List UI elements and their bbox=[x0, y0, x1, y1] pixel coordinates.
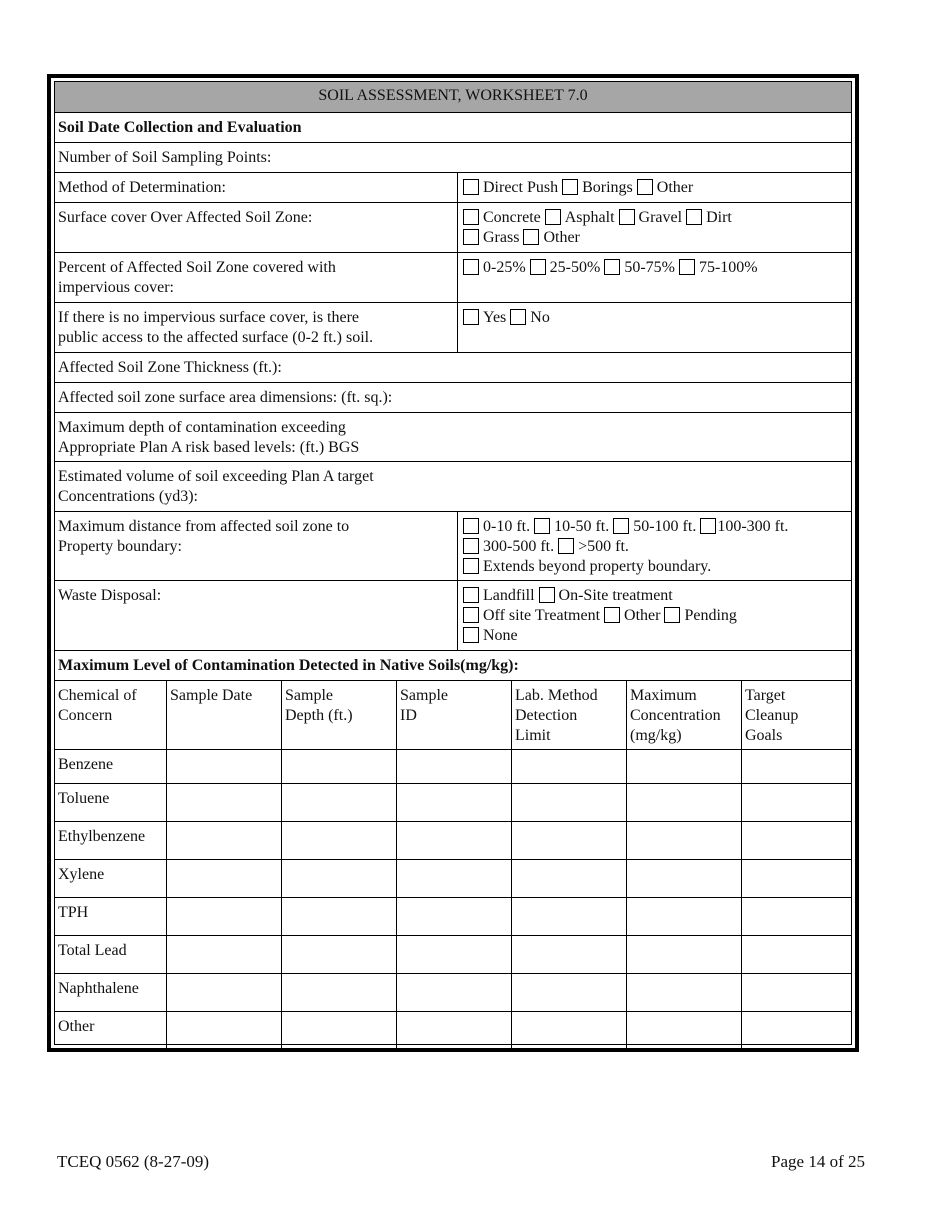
label-line: Appropriate Plan A risk based levels: (ft.) BGS bbox=[58, 439, 360, 456]
option-borings[interactable]: Borings bbox=[562, 179, 633, 196]
data-entry-cell[interactable] bbox=[511, 1012, 626, 1049]
column-header bbox=[281, 681, 396, 749]
checkbox[interactable] bbox=[686, 209, 702, 225]
header-line bbox=[170, 706, 278, 726]
table-row bbox=[55, 898, 851, 936]
sampling-points-row bbox=[55, 143, 851, 173]
header-line: Concentration bbox=[630, 707, 721, 724]
label-line: If there is no impervious surface cover, is there bbox=[58, 309, 360, 326]
header-line: Maximum bbox=[630, 687, 697, 704]
data-entry-cell[interactable] bbox=[511, 750, 626, 783]
label-line: Concentrations (yd3): bbox=[58, 488, 198, 505]
column-header bbox=[626, 681, 741, 749]
option-off-site-treatment[interactable]: Off site Treatment bbox=[463, 607, 600, 624]
column-header bbox=[55, 681, 166, 749]
data-entry-cell[interactable] bbox=[396, 822, 511, 859]
column-header bbox=[511, 681, 626, 749]
checkbox[interactable] bbox=[700, 518, 716, 534]
data-entry-cell[interactable] bbox=[396, 860, 511, 897]
checkbox[interactable] bbox=[463, 558, 479, 574]
data-entry-cell[interactable] bbox=[511, 784, 626, 821]
option-landfill[interactable]: Landfill bbox=[463, 587, 535, 604]
data-entry-cell[interactable] bbox=[626, 898, 741, 935]
table-row bbox=[55, 750, 851, 784]
header-line: Goals bbox=[745, 727, 783, 744]
column-header bbox=[396, 681, 511, 749]
table-row bbox=[55, 784, 851, 822]
data-entry-cell[interactable] bbox=[166, 974, 281, 1011]
option-dirt[interactable]: Dirt bbox=[686, 209, 732, 226]
header-line: Sample bbox=[285, 687, 333, 704]
option-10-50[interactable]: 10-50 ft. bbox=[534, 518, 609, 535]
checkbox[interactable] bbox=[463, 518, 479, 534]
option-0-10[interactable]: 0-10 ft. bbox=[463, 518, 530, 535]
data-entry-cell[interactable] bbox=[511, 822, 626, 859]
option-direct-push[interactable]: Direct Push bbox=[463, 179, 558, 196]
surface-area-row bbox=[55, 383, 851, 413]
checkbox[interactable] bbox=[510, 309, 526, 325]
label-line: public access to the affected surface (0-2 ft.) soil. bbox=[58, 329, 374, 346]
label-line: Maximum depth of contamination exceeding bbox=[58, 419, 346, 436]
checkbox[interactable] bbox=[463, 538, 479, 554]
option-asphalt[interactable]: Asphalt bbox=[545, 209, 615, 226]
label-line: impervious cover: bbox=[58, 279, 174, 296]
option-25-50[interactable]: 25-50% bbox=[530, 259, 601, 276]
data-entry-cell[interactable] bbox=[741, 784, 851, 821]
data-entry-cell[interactable] bbox=[166, 750, 281, 783]
header-line: Lab. Method bbox=[515, 687, 598, 704]
header-line bbox=[170, 726, 278, 746]
public-access-label bbox=[55, 303, 457, 352]
data-entry-cell[interactable] bbox=[396, 750, 511, 783]
chemical-name: Toluene bbox=[58, 790, 110, 807]
section-heading: Soil Date Collection and Evaluation bbox=[58, 119, 302, 136]
data-entry-cell[interactable] bbox=[741, 898, 851, 935]
header-line: (mg/kg) bbox=[630, 727, 682, 744]
checkbox[interactable] bbox=[604, 607, 620, 623]
volume-label bbox=[55, 462, 851, 511]
title-row bbox=[55, 82, 851, 113]
data-entry-cell[interactable] bbox=[166, 822, 281, 859]
data-entry-cell[interactable] bbox=[166, 936, 281, 973]
checkbox[interactable] bbox=[463, 229, 479, 245]
header-line: Chemical of bbox=[58, 687, 137, 704]
header-line bbox=[285, 726, 393, 746]
checkbox[interactable] bbox=[530, 259, 546, 275]
header-line: Target bbox=[745, 687, 786, 704]
checkbox[interactable] bbox=[463, 587, 479, 603]
table-row bbox=[55, 822, 851, 860]
option-other[interactable]: Other bbox=[637, 179, 693, 196]
chemical-name: Other bbox=[58, 1018, 95, 1035]
option-50-75[interactable]: 50-75% bbox=[604, 259, 675, 276]
checkbox[interactable] bbox=[534, 518, 550, 534]
checkbox[interactable] bbox=[679, 259, 695, 275]
data-entry-cell[interactable] bbox=[396, 936, 511, 973]
public-access-row bbox=[55, 303, 851, 353]
header-line: Cleanup bbox=[745, 707, 799, 724]
checkbox[interactable] bbox=[558, 538, 574, 554]
data-entry-cell[interactable] bbox=[281, 1012, 396, 1049]
data-entry-cell[interactable] bbox=[281, 936, 396, 973]
checkbox[interactable] bbox=[463, 209, 479, 225]
method-label: Method of Determination: bbox=[58, 179, 226, 196]
volume-row bbox=[55, 462, 851, 512]
option-300-500[interactable]: 300-500 ft. bbox=[463, 538, 554, 555]
data-entry-cell[interactable] bbox=[166, 1012, 281, 1049]
option-none[interactable]: None bbox=[463, 627, 518, 644]
data-entry-cell[interactable] bbox=[281, 784, 396, 821]
header-line: Limit bbox=[515, 727, 551, 744]
thickness-row bbox=[55, 353, 851, 383]
data-entry-cell[interactable] bbox=[281, 750, 396, 783]
header-line: ID bbox=[400, 707, 417, 724]
data-entry-cell[interactable] bbox=[396, 974, 511, 1011]
column-header bbox=[741, 681, 851, 749]
checkbox[interactable] bbox=[463, 607, 479, 623]
data-entry-cell[interactable] bbox=[281, 974, 396, 1011]
data-entry-cell[interactable] bbox=[166, 784, 281, 821]
checkbox[interactable] bbox=[545, 209, 561, 225]
data-entry-cell[interactable] bbox=[396, 898, 511, 935]
worksheet-frame bbox=[47, 74, 859, 1052]
data-entry-cell[interactable] bbox=[626, 936, 741, 973]
chemical-name: Xylene bbox=[58, 866, 105, 883]
data-entry-cell[interactable] bbox=[626, 822, 741, 859]
data-entry-cell[interactable] bbox=[281, 822, 396, 859]
data-entry-cell[interactable] bbox=[741, 750, 851, 783]
worksheet-title: SOIL ASSESSMENT, WORKSHEET 7.0 bbox=[55, 82, 851, 112]
public-access-options bbox=[457, 303, 851, 352]
waste-disposal-options bbox=[457, 581, 851, 650]
option-other[interactable]: Other bbox=[604, 607, 660, 624]
column-header bbox=[166, 681, 281, 749]
checkbox[interactable] bbox=[463, 259, 479, 275]
option-100-300[interactable]: 100-300 ft. bbox=[700, 518, 788, 535]
option-yes[interactable]: Yes bbox=[463, 309, 506, 326]
header-line: Concern bbox=[58, 707, 113, 724]
option-gravel[interactable]: Gravel bbox=[619, 209, 683, 226]
chemical-name: TPH bbox=[58, 904, 89, 921]
table-header-row bbox=[55, 681, 851, 750]
header-line: Detection bbox=[515, 707, 578, 724]
method-options bbox=[457, 173, 851, 202]
label-line: Maximum distance from affected soil zone to bbox=[58, 518, 350, 535]
checkbox[interactable] bbox=[562, 179, 578, 195]
percent-cover-row bbox=[55, 253, 851, 303]
table-row bbox=[55, 860, 851, 898]
max-depth-row bbox=[55, 413, 851, 462]
data-entry-cell[interactable] bbox=[281, 898, 396, 935]
max-depth-label bbox=[55, 413, 851, 461]
data-entry-cell[interactable] bbox=[396, 784, 511, 821]
checkbox[interactable] bbox=[463, 627, 479, 643]
option-other[interactable]: Other bbox=[523, 229, 579, 246]
header-line bbox=[400, 726, 508, 746]
waste-disposal-label: Waste Disposal: bbox=[58, 587, 162, 604]
checkbox[interactable] bbox=[463, 309, 479, 325]
data-entry-cell[interactable] bbox=[626, 974, 741, 1011]
checkbox[interactable] bbox=[463, 179, 479, 195]
table-row bbox=[55, 1012, 851, 1049]
chemical-name: Benzene bbox=[58, 756, 114, 773]
checkbox[interactable] bbox=[539, 587, 555, 603]
label-line: Percent of Affected Soil Zone covered with bbox=[58, 259, 336, 276]
option-concrete[interactable]: Concrete bbox=[463, 209, 541, 226]
surface-cover-row bbox=[55, 203, 851, 253]
checkbox[interactable] bbox=[619, 209, 635, 225]
max-distance-label bbox=[55, 512, 457, 580]
thickness-label: Affected Soil Zone Thickness (ft.): bbox=[58, 359, 282, 376]
max-distance-options bbox=[457, 512, 851, 580]
checkbox[interactable] bbox=[637, 179, 653, 195]
surface-cover-options bbox=[457, 203, 851, 252]
surface-area-label: Affected soil zone surface area dimensions: (ft. sq.): bbox=[58, 389, 393, 406]
section-heading-row bbox=[55, 113, 851, 143]
data-entry-cell[interactable] bbox=[626, 860, 741, 897]
sampling-points-label: Number of Soil Sampling Points: bbox=[58, 149, 272, 166]
option-0-25[interactable]: 0-25% bbox=[463, 259, 526, 276]
worksheet-table bbox=[54, 81, 852, 1045]
max-distance-row bbox=[55, 512, 851, 581]
percent-cover-label bbox=[55, 253, 457, 302]
option-50-100[interactable]: 50-100 ft. bbox=[613, 518, 696, 535]
data-entry-cell[interactable] bbox=[741, 936, 851, 973]
data-entry-cell[interactable] bbox=[511, 974, 626, 1011]
checkbox[interactable] bbox=[604, 259, 620, 275]
data-entry-cell[interactable] bbox=[281, 860, 396, 897]
option-75-100[interactable]: 75-100% bbox=[679, 259, 758, 276]
option-grass[interactable]: Grass bbox=[463, 229, 519, 246]
table-row bbox=[55, 974, 851, 1012]
table-row bbox=[55, 936, 851, 974]
data-entry-cell[interactable] bbox=[166, 898, 281, 935]
checkbox[interactable] bbox=[523, 229, 539, 245]
header-line: Sample bbox=[400, 687, 448, 704]
data-entry-cell[interactable] bbox=[166, 860, 281, 897]
section-heading-row bbox=[55, 651, 851, 681]
data-entry-cell[interactable] bbox=[511, 860, 626, 897]
data-entry-cell[interactable] bbox=[741, 974, 851, 1011]
header-line bbox=[58, 726, 163, 746]
option-extends-beyond[interactable]: Extends beyond property boundary. bbox=[463, 558, 711, 575]
chemical-name: Total Lead bbox=[58, 942, 127, 959]
option-no[interactable]: No bbox=[510, 309, 550, 326]
label-line: Property boundary: bbox=[58, 538, 182, 555]
data-entry-cell[interactable] bbox=[626, 1012, 741, 1049]
method-row bbox=[55, 173, 851, 203]
checkbox[interactable] bbox=[664, 607, 680, 623]
data-entry-cell[interactable] bbox=[741, 1012, 851, 1049]
data-entry-cell[interactable] bbox=[626, 784, 741, 821]
percent-cover-options bbox=[457, 253, 851, 302]
data-entry-cell[interactable] bbox=[626, 750, 741, 783]
data-entry-cell[interactable] bbox=[396, 1012, 511, 1049]
chemical-name: Ethylbenzene bbox=[58, 828, 146, 845]
header-line: Sample Date bbox=[170, 687, 253, 704]
label-line: Estimated volume of soil exceeding Plan A target bbox=[58, 468, 374, 485]
checkbox[interactable] bbox=[613, 518, 629, 534]
option-pending[interactable]: Pending bbox=[664, 607, 736, 624]
option-on-site-treatment[interactable]: On-Site treatment bbox=[539, 587, 673, 604]
data-entry-cell[interactable] bbox=[741, 860, 851, 897]
waste-disposal-row bbox=[55, 581, 851, 651]
surface-cover-label: Surface cover Over Affected Soil Zone: bbox=[58, 209, 313, 226]
section-heading: Maximum Level of Contamination Detected in Native Soils(mg/kg): bbox=[58, 657, 519, 674]
option-over-500[interactable]: >500 ft. bbox=[558, 538, 629, 555]
chemical-name: Naphthalene bbox=[58, 980, 139, 997]
data-entry-cell[interactable] bbox=[511, 898, 626, 935]
page-number: Page 14 of 25 bbox=[771, 1152, 865, 1171]
header-line: Depth (ft.) bbox=[285, 707, 353, 724]
form-id: TCEQ 0562 (8-27-09) bbox=[57, 1152, 210, 1171]
data-entry-cell[interactable] bbox=[511, 936, 626, 973]
data-entry-cell[interactable] bbox=[741, 822, 851, 859]
